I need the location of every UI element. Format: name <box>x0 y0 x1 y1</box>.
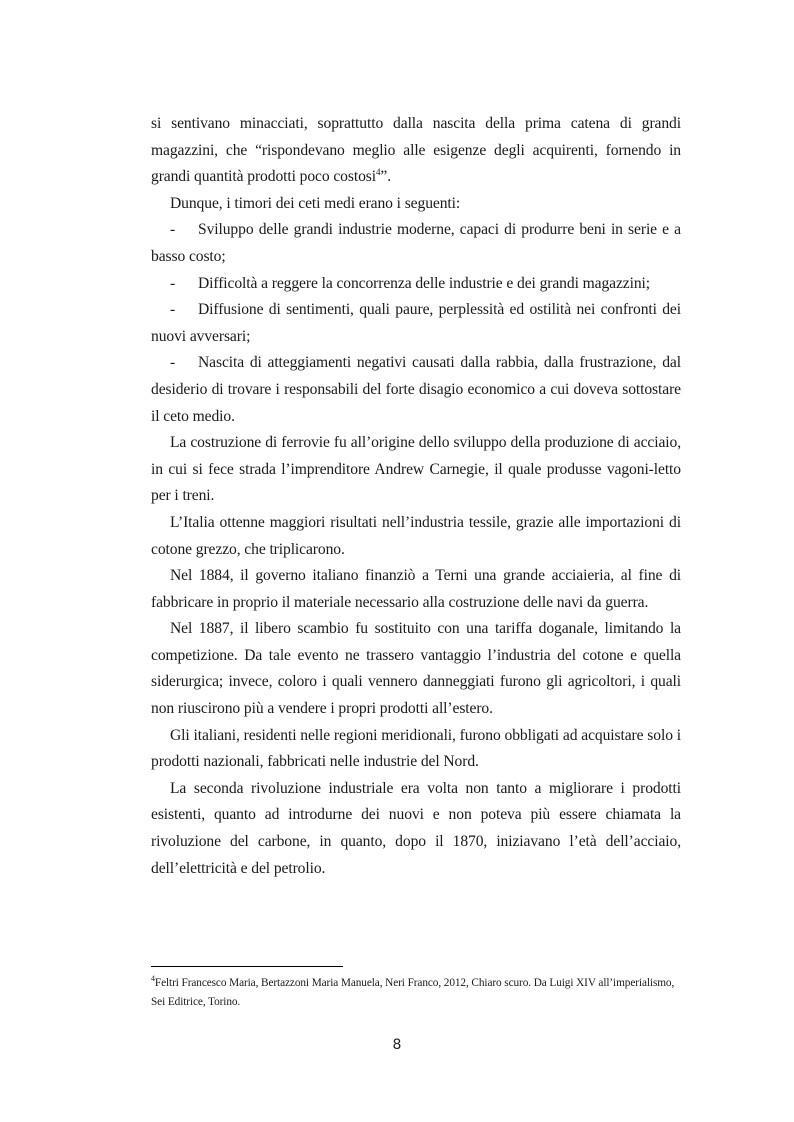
paragraph: Dunque, i timori dei ceti medi erano i seguenti: <box>170 194 461 212</box>
paragraph: Gli italiani, residenti nelle regioni meridionali, furono obbligati ad acquistare solo i prodotti nazionali, fabbricati nelle industrie del Nord. <box>151 726 681 771</box>
paragraph: Nel 1887, il libero scambio fu sostituito con una tariffa doganale, limitando la competizione. Da tale evento ne trassero vantaggio l’industria del cotone e quella siderurgica; invece, coloro i quali vennero danneggiati furono gli agricoltori, i quali non riuscirono più a vendere i propri prodotti all’estero. <box>151 620 681 718</box>
list-marker: - <box>170 274 176 292</box>
list-item <box>151 297 681 350</box>
list-item <box>151 350 681 430</box>
list-item-text: Nascita di atteggiamenti negativi causati dalla rabbia, dalla frustrazione, dal desiderio di trovare i responsabili del forte disagio economico a cui doveva sottostare il ceto medio. <box>151 354 681 425</box>
footnote-reference[interactable]: 4 <box>375 167 381 177</box>
list-item <box>151 271 681 298</box>
footnote-number: 4 <box>151 974 155 984</box>
list-item-text: Diffusione di sentimenti, quali paure, perplessità ed ostilità nei confronti dei nuovi avversari; <box>151 301 681 345</box>
list-marker: - <box>170 221 176 239</box>
paragraph-continuation <box>151 111 681 191</box>
paragraph: La costruzione di ferrovie fu all’origine dello sviluppo della produzione di acciaio, in cui si fece strada l’imprenditore Andrew Carnegie, il quale produsse vagoni-letto per i treni. <box>151 434 681 505</box>
list-item-text: Difficoltà a reggere la concorrenza delle industrie e dei grandi magazzini; <box>198 274 651 292</box>
paragraph-text-end: ”. <box>380 168 391 186</box>
footnote-separator <box>151 966 343 967</box>
body-text <box>151 111 681 882</box>
footnote-text: Feltri Francesco Maria, Bertazzoni Maria Manuela, Neri Franco, 2012, Chiaro scuro. Da Luigi XIV all’imperialismo, Sei Editrice, Torino. <box>151 977 675 1008</box>
page-number: 8 <box>392 1037 402 1053</box>
list-item <box>151 217 681 270</box>
list-marker: - <box>170 354 176 372</box>
paragraph: La seconda rivoluzione industriale era volta non tanto a migliorare i prodotti esistenti, quanto ad introdurne dei nuovi e non poteva più essere chiamata la rivoluzione del carbone, in quanto, dopo il 1870, iniziavano l’età dell’acciaio, dell’elettricità e del petrolio. <box>151 779 681 877</box>
paragraph-text: si sentivano minacciati, soprattutto dalla nascita della prima catena di grandi magazzini, che “rispondevano meglio alle esigenze degli acquirenti, fornendo in grandi quantità prodotti poco costosi <box>151 115 681 186</box>
paragraph: L’Italia ottenne maggiori risultati nell’industria tessile, grazie alle importazioni di cotone grezzo, che triplicarono. <box>151 513 681 558</box>
list-item-text: Sviluppo delle grandi industrie moderne, capaci di produrre beni in serie e a basso costo; <box>151 221 681 265</box>
paragraph: Nel 1884, il governo italiano finanziò a Terni una grande acciaieria, al fine di fabbricare in proprio il materiale necessario alla costruzione delle navi da guerra. <box>151 567 681 611</box>
footnote <box>151 974 681 1012</box>
list-marker: - <box>170 301 176 319</box>
